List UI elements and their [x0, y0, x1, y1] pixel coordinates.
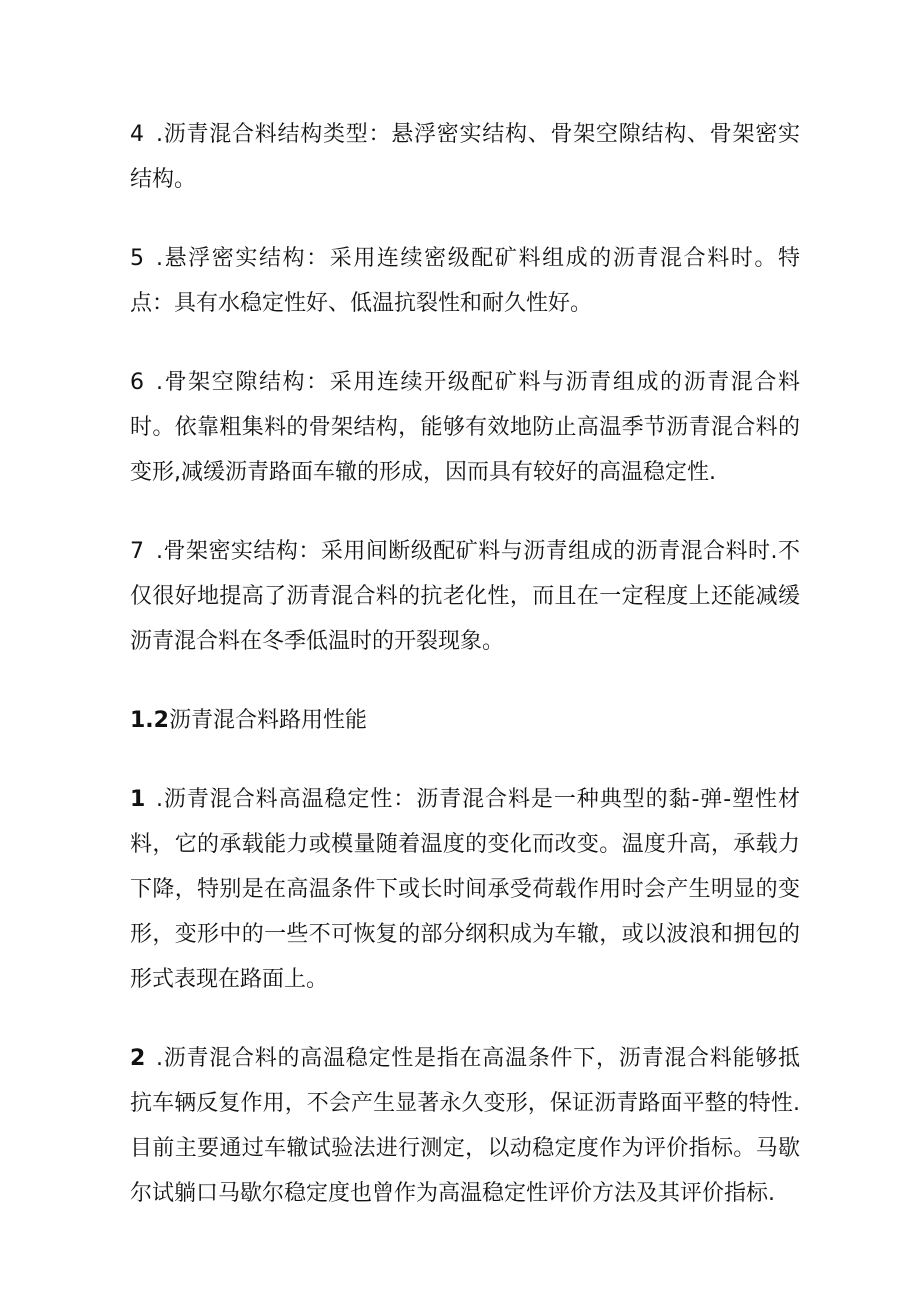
paragraph-2 — [130, 1036, 800, 1216]
item-number: 1 — [130, 787, 146, 812]
paragraph-text: .沥青混合料结构类型：悬浮密实结构、骨架空隙结构、骨架密实结构。 — [130, 122, 800, 192]
paragraph-6 — [130, 360, 800, 495]
paragraph-text: .骨架空隙结构：采用连续开级配矿料与沥青组成的沥青混合料时。依靠粗集料的骨架结构，能够有效地防止高温季节沥青混合料的变形,减缓沥青路面车辙的形成，因而具有较好的高温稳定性. — [130, 370, 800, 485]
paragraph-7 — [130, 529, 800, 664]
paragraph-4 — [130, 112, 800, 202]
item-number: 4 — [130, 122, 144, 147]
paragraph-5 — [130, 236, 800, 326]
section-heading — [130, 698, 800, 743]
paragraph-text: .沥青混合料高温稳定性：沥青混合料是一种典型的黏-弹-塑性材料，它的承载能力或模量随着温度的变化而改变。温度升高，承载力下降，特别是在高温条件下或长时间承受荷载作用时会产生明显的变形，变形中的一些不可恢复的部分纲积成为车辙，或以波浪和拥包的形式表现在路面上。 — [130, 787, 800, 992]
item-number: 7 — [130, 539, 144, 564]
document-body — [130, 112, 800, 1250]
paragraph-text: .骨架密实结构：采用间断级配矿料与沥青组成的沥青混合料时.不仅很好地提高了沥青混合料的抗老化性，而且在一定程度上还能减缓沥青混合料在冬季低温时的开裂现象。 — [130, 539, 800, 654]
item-number: 5 — [130, 246, 144, 271]
paragraph-text: .悬浮密实结构：采用连续密级配矿料组成的沥青混合料时。特点：具有水稳定性好、低温抗裂性和耐久性好。 — [130, 246, 800, 316]
item-number: 2 — [130, 1046, 146, 1071]
section-title: 沥青混合料路用性能 — [168, 708, 367, 733]
paragraph-1 — [130, 777, 800, 1002]
section-number: 1.2 — [130, 708, 169, 733]
paragraph-text: .沥青混合料的高温稳定性是指在高温条件下，沥青混合料能够抵抗车辆反复作用，不会产生显著永久变形，保证沥青路面平整的特性.目前主要通过车辙试验法进行测定，以动稳定度作为评价指标。马歇尔试躺口马歇尔稳定度也曾作为高温稳定性评价方法及其评价指标. — [130, 1046, 800, 1206]
item-number: 6 — [130, 370, 144, 395]
